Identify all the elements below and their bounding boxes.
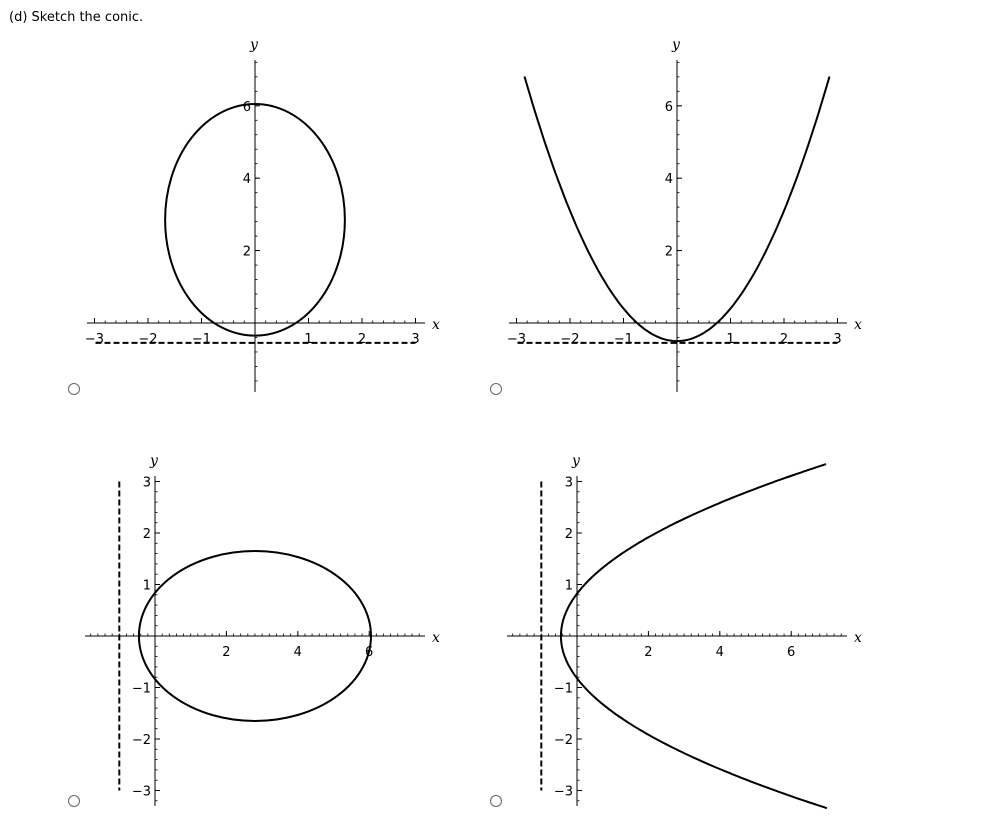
x-axis-label: x: [432, 630, 440, 646]
y-tick-label: −2: [131, 733, 151, 748]
x-tick-label: 6: [787, 645, 796, 660]
x-tick-label: 4: [293, 645, 302, 660]
x-tick-label: −2: [560, 332, 580, 347]
x-tick-label: −3: [506, 332, 527, 347]
x-tick-label: 3: [833, 332, 842, 347]
y-tick-label: 4: [664, 172, 673, 188]
x-tick-label: 1: [726, 332, 735, 347]
x-tick-label: 4: [715, 645, 724, 660]
y-tick-label: −3: [131, 784, 151, 800]
x-axis-label: x: [432, 317, 440, 333]
x-tick-label: −1: [191, 332, 212, 347]
x-tick-label: 2: [644, 645, 653, 660]
y-tick-label: 6: [242, 99, 251, 115]
x-tick-label: −2: [138, 332, 158, 347]
y-tick-label: 4: [242, 172, 251, 188]
y-axis-label: y: [572, 453, 580, 469]
y-axis-label: y: [672, 37, 680, 53]
y-tick-label: 1: [142, 578, 151, 594]
x-tick-label: 6: [365, 645, 374, 660]
y-tick-label: 2: [242, 244, 251, 260]
y-axis-label: y: [150, 453, 158, 469]
y-tick-label: −3: [553, 784, 573, 800]
x-tick-label: 1: [304, 332, 313, 347]
y-tick-label: −1: [553, 681, 573, 697]
y-tick-label: −1: [131, 681, 151, 697]
x-tick-label: 2: [357, 332, 367, 347]
x-axis-label: x: [854, 630, 862, 646]
y-tick-label: 2: [664, 244, 673, 260]
x-tick-label: 2: [222, 645, 231, 660]
y-tick-label: 2: [142, 527, 151, 542]
y-tick-label: 3: [142, 475, 151, 491]
y-tick-label: 3: [564, 475, 573, 491]
x-tick-label: 2: [779, 332, 789, 347]
x-tick-label: −3: [84, 332, 105, 347]
x-tick-label: −1: [613, 332, 634, 347]
question-prompt: (d) Sketch the conic.: [9, 10, 144, 25]
y-tick-label: −2: [553, 733, 573, 748]
y-axis-label: y: [250, 37, 258, 53]
x-axis-label: x: [854, 317, 862, 333]
y-tick-label: 1: [564, 578, 573, 594]
x-tick-label: 3: [411, 332, 420, 347]
y-tick-label: 2: [564, 527, 573, 542]
y-tick-label: 6: [664, 99, 673, 115]
